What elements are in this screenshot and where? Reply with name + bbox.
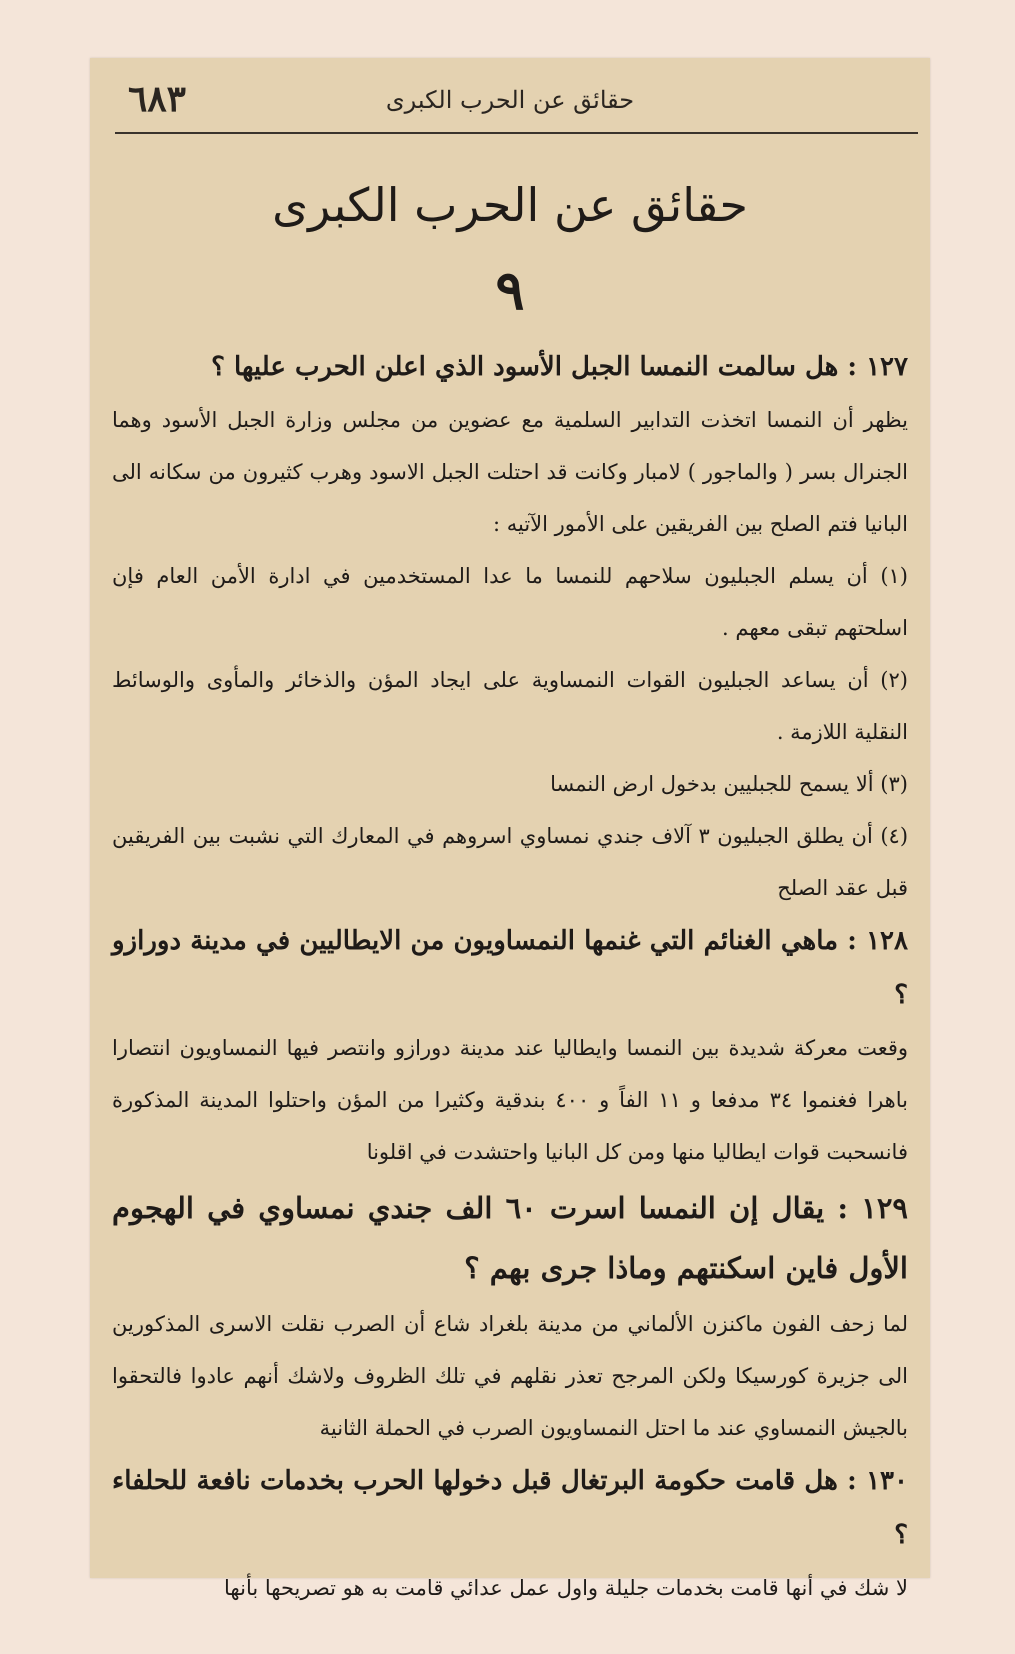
answer-130: لا شك في أنها قامت بخدمات جليلة واول عمل عدائي قامت به هو تصريحها بأنها	[224, 1576, 908, 1600]
article-title: حقائق عن الحرب الكبرى	[272, 178, 748, 232]
article-body	[112, 340, 908, 1614]
condition-item-4: (٤) أن يطلق الجبليون ٣ آلاف جندي نمساوي اسروهم في المعارك التي نشبت بين الفريقين قبل عقد الصلح	[112, 824, 909, 900]
condition-item-3: (٣) ألا يسمح للجبليين بدخول ارض النمسا	[550, 772, 908, 796]
header-divider	[115, 132, 918, 134]
article-number: ٩	[495, 258, 525, 322]
question-127: ١٢٧ : هل سالمت النمسا الجبل الأسود الذي اعلن الحرب عليها ؟	[211, 352, 908, 382]
condition-item-1: (١) أن يسلم الجبليون سلاحهم للنمسا ما عدا المستخدمين في ادارة الأمن العام فإن اسلحتهم تبقى معهم .	[112, 564, 908, 640]
answer-128: وقعت معركة شديدة بين النمسا وايطاليا عند مدينة دورازو وانتصر فيها النمساويون انتصارا باهرا فغنموا ٣٤ مدفعا و ١١ الفاً و ٤٠٠ بندقية وكثيرا من المؤن واحتلوا المدينة المذكورة فانسحبت قوات ايطاليا منها ومن كل البانيا واحتشدت في اقلونا	[112, 1036, 909, 1164]
page-header	[120, 78, 900, 138]
page-number: ٦٨٣	[128, 78, 187, 120]
question-129: ١٢٩ : يقال إن النمسا اسرت ٦٠ الف جندي نمساوي في الهجوم الأول فاين اسكنتهم وماذا جرى بهم ؟	[112, 1191, 908, 1285]
question-128: ١٢٨ : ماهي الغنائم التي غنمها النمساويون من الايطاليين في مدينة دورازو ؟	[112, 926, 908, 1010]
question-130: ١٣٠ : هل قامت حكومة البرتغال قبل دخولها الحرب بخدمات نافعة للحلفاء ؟	[112, 1466, 908, 1550]
answer-129: لما زحف الفون ماكنزن الألماني من مدينة بلغراد شاع أن الصرب نقلت الاسرى المذكورين الى جزيرة كورسيكا ولكن المرجح تعذر نقلهم في تلك الظروف ولاشك أنهم عادوا فالتحقوا بالجيش النمساوي عند ما احتل النمساويون الصرب في الحملة الثانية	[112, 1312, 908, 1440]
running-title: حقائق عن الحرب الكبرى	[385, 86, 635, 114]
book-page	[90, 58, 930, 1600]
condition-item-2: (٢) أن يساعد الجبليون القوات النمساوية على ايجاد المؤن والذخائر والمأوى والوسائط النقلية اللازمة .	[112, 668, 908, 744]
answer-127: يظهر أن النمسا اتخذت التدابير السلمية مع عضوين من مجلس وزارة الجبل الأسود وهما الجنرال بسر ( والماجور ) لامبار وكانت قد احتلت الجبل الاسود وهرب كثيرون من سكانه الى البانيا فتم الصلح بين الفريقين على الأمور الآتيه :	[112, 408, 908, 536]
